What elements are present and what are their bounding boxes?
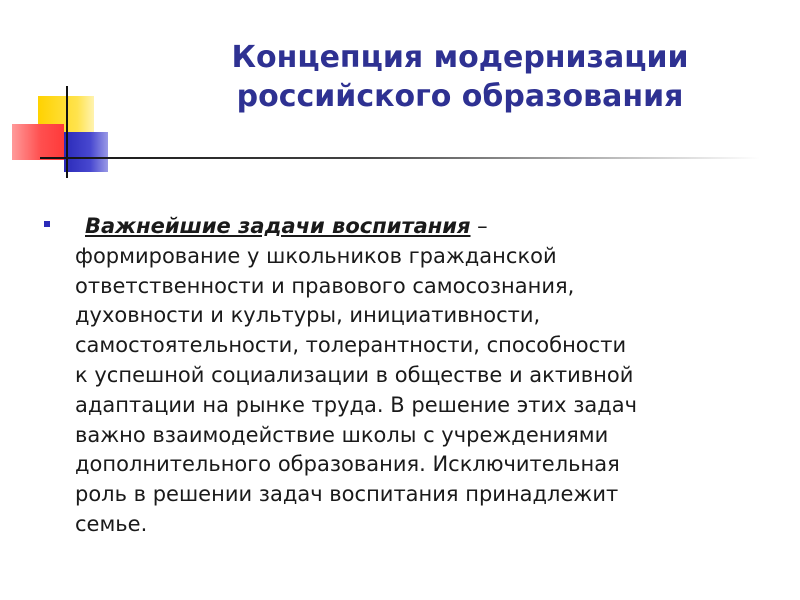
decorative-red-square: [12, 124, 64, 160]
paragraph-line: формирование у школьников гражданской: [75, 243, 557, 268]
paragraph-line: ответственности и правового самосознания,: [75, 273, 575, 298]
bullet-paragraph: [75, 212, 765, 540]
paragraph-line: семье.: [75, 511, 148, 536]
paragraph-line: духовности и культуры, инициативности,: [75, 303, 541, 328]
paragraph-line: важно взаимодействие школы с учреждениями: [75, 422, 609, 447]
bullet-square-icon: [44, 221, 50, 227]
bullet-lead-dash: –: [470, 214, 488, 238]
slide-title-line-2: российского образования: [236, 79, 684, 114]
slide-title: [150, 38, 770, 116]
decorative-blue-square: [64, 132, 108, 172]
title-underline-divider: [40, 157, 760, 159]
paragraph-line-lead: [75, 212, 765, 242]
paragraph-line: адаптации на рынке труда. В решение этих задач: [75, 392, 638, 417]
decorative-vertical-line: [66, 86, 68, 178]
paragraph-line: роль в решении задач воспитания принадлежит: [75, 482, 619, 507]
bullet-lead-text: Важнейшие задачи воспитания: [85, 214, 471, 238]
paragraph-line: к успешной социализации в обществе и активной: [75, 362, 634, 387]
paragraph-line: самостоятельности, толерантности, способности: [75, 333, 627, 358]
paragraph-line: дополнительного образования. Исключительная: [75, 452, 620, 477]
slide-title-line-1: Концепция модернизации: [231, 40, 689, 75]
